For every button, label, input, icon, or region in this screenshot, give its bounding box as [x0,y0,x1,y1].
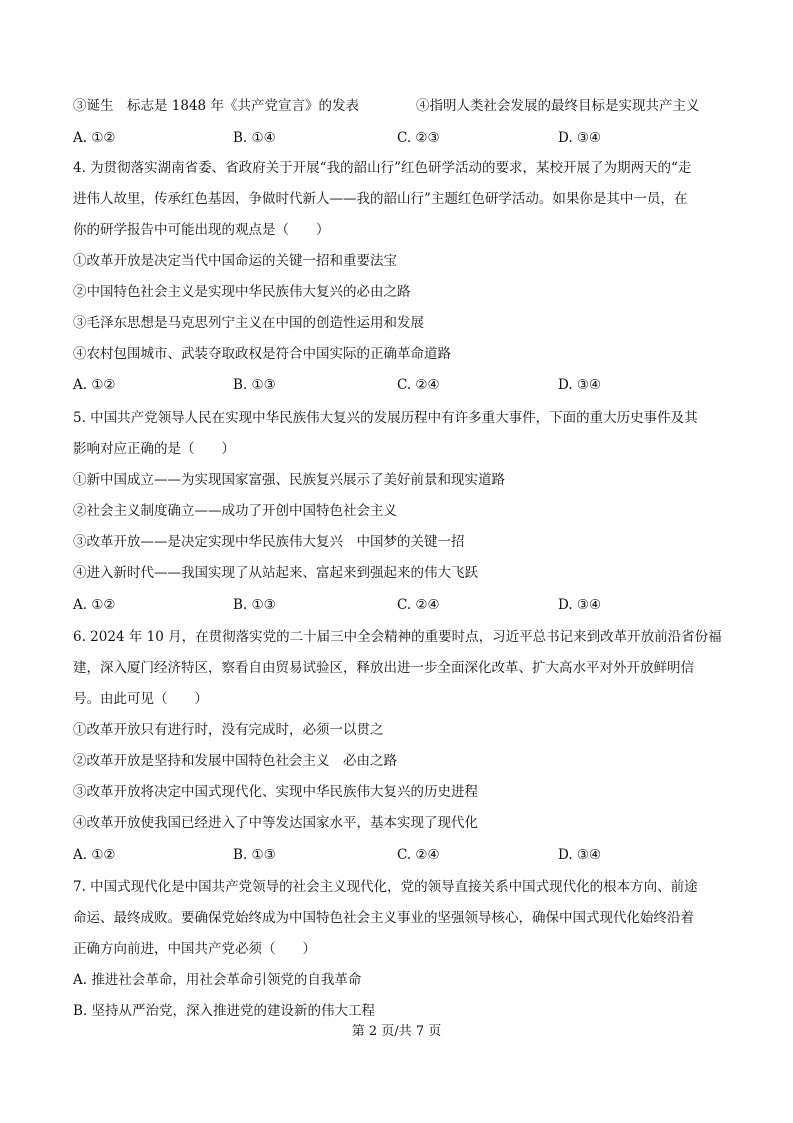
q6-options [73,845,733,865]
q3-item-3: ③诞生 标志是 1848 年《共产党宣言》的发表 [73,98,359,114]
page-footer: 第 2 页/共 7 页 [351,1024,442,1039]
q5-item-2: ②社会主义制度确立——成功了开创中国特色社会主义 [73,503,397,519]
q4-options [73,375,733,395]
option-d: D. ③④ [558,377,602,393]
option-b: B. ①③ [233,597,276,613]
q6-stem-line-2: 建，深入厦门经济特区，察看自由贸易试验区，释放出进一步全面深化改革、扩大高水平对外开放鲜明信 [73,660,694,676]
q7-stem-line-1: 7. 中国式现代化是中国共产党领导的社会主义现代化，党的领导直接关系中国式现代化的根本方向、前途 [73,879,698,895]
q6-stem-line-1: 6. 2024 年 10 月，在贯彻落实党的二十届三中全会精神的重要时点，习近平总书记来到改革开放前沿省份福 [73,629,722,645]
q5-item-4: ④进入新时代——我国实现了从站起来、富起来到强起来的伟大飞跃 [73,565,478,581]
option-c: C. ②④ [397,847,440,863]
option-d: D. ③④ [558,130,602,146]
q4-item-3: ③毛泽东思想是马克思列宁主义在中国的创造性运用和发展 [73,315,424,331]
q5-item-1: ①新中国成立——为实现国家富强、民族复兴展示了美好前景和现实道路 [73,472,505,488]
option-b: B. ①③ [233,847,276,863]
option-b: B. ①④ [233,130,276,146]
q3-options [73,128,733,148]
option-a: A. ①② [73,130,116,146]
option-d: D. ③④ [558,847,602,863]
q6-stem-line-3: 号。由此可见（ ） [73,691,208,707]
q6-item-3: ③改革开放将决定中国式现代化、实现中华民族伟大复兴的历史进程 [73,784,478,800]
q3-item-4: ④指明人类社会发展的最终目标是实现共产主义 [416,98,700,114]
q4-item-4: ④农村包围城市、武装夺取政权是符合中国实际的正确革命道路 [73,346,451,362]
q5-stem-line-2: 影响对应正确的是（ ） [73,441,235,457]
q6-item-2: ②改革开放是坚持和发展中国特色社会主义 必由之路 [73,753,397,769]
q4-stem-line-3: 你的研学报告中可能出现的观点是（ ） [73,222,330,238]
q4-item-2: ②中国特色社会主义是实现中华民族伟大复兴的必由之路 [73,284,411,300]
q6-item-1: ①改革开放只有进行时，没有完成时，必须一以贯之 [73,722,384,738]
option-d: D. ③④ [558,597,602,613]
q4-stem-line-2: 进伟人故里，传承红色基因，争做时代新人——我的韶山行”主题红色研学活动。如果你是其中一员，在 [73,191,688,207]
q4-stem-line-1: 4. 为贯彻落实湖南省委、省政府关于开展“我的韶山行”红色研学活动的要求，某校开展了为期两天的“走 [73,160,692,176]
q6-item-4: ④改革开放使我国已经进入了中等发达国家水平，基本实现了现代化 [73,815,478,831]
q5-stem-line-1: 5. 中国共产党领导人民在实现中华民族伟大复兴的发展历程中有许多重大事件，下面的重大历史事件及其 [73,410,698,426]
option-c: C. ②④ [397,597,440,613]
option-a: A. ①② [73,377,116,393]
q7-stem-line-2: 命运、最终成败。要确保党始终成为中国特色社会主义事业的坚强领导核心，确保中国式现代化始终沿着 [73,910,694,926]
option-c: C. ②③ [397,130,440,146]
option-a: A. ①② [73,847,116,863]
q7-choice-a: A. 推进社会革命，用社会革命引领党的自我革命 [73,972,362,988]
q7-choice-b: B. 坚持从严治党，深入推进党的建设新的伟大工程 [73,1003,376,1019]
option-a: A. ①② [73,597,116,613]
q5-options [73,595,733,615]
q7-stem-line-3: 正确方向前进，中国共产党必须（ ） [73,941,316,957]
q5-item-3: ③改革开放——是决定实现中华民族伟大复兴 中国梦的关键一招 [73,534,465,550]
option-b: B. ①③ [233,377,276,393]
q4-item-1: ①改革开放是决定当代中国命运的关键一招和重要法宝 [73,253,397,269]
option-c: C. ②④ [397,377,440,393]
